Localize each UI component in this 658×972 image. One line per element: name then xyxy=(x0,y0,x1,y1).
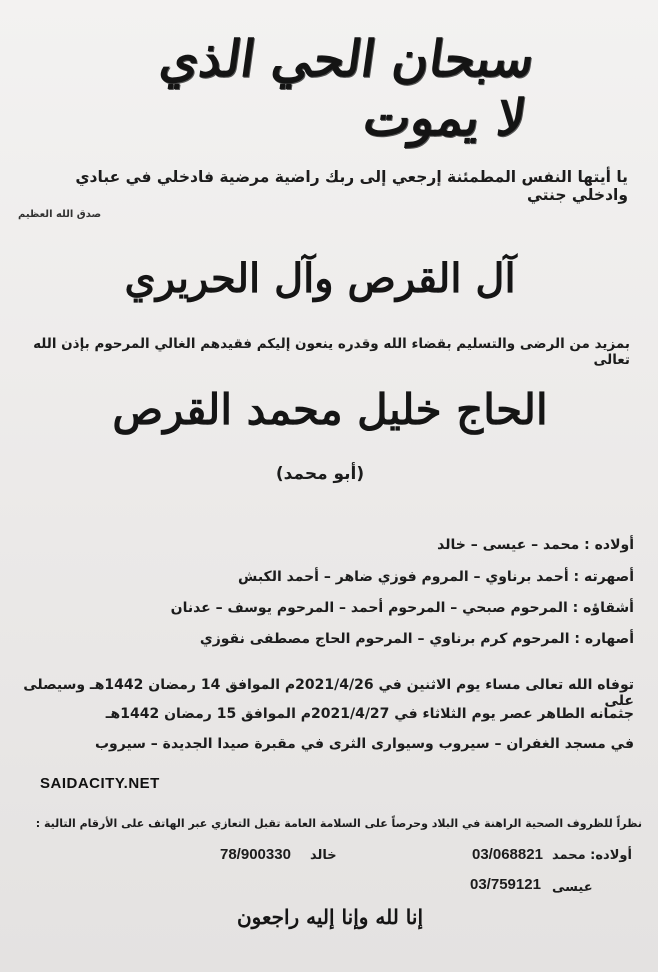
phone-number: 03/068821 xyxy=(472,846,543,863)
calligraphy-header: سبحان الحي الذي لا يموت xyxy=(156,28,539,147)
phone-number: 78/900330 xyxy=(220,846,291,863)
relatives-sons: أولاده : محمد – عيسى – خالد xyxy=(437,537,634,553)
phone-label: عيسى xyxy=(552,880,593,895)
obituary-line: جثمانه الطاهر عصر يوم الثلاثاء في 2021/4/27م الموافق 15 رمضان 1442هـ xyxy=(105,706,634,722)
families-heading: آل القرص وآل الحريري xyxy=(124,255,516,302)
verse-attribution: صدق الله العظيم xyxy=(18,209,102,220)
relatives-brothers: أشقاؤه : المرحوم صبحي – المرحوم أحمد – المرحوم يوسف – عدنان xyxy=(170,600,634,616)
phone-label: خالد xyxy=(310,848,337,863)
phone-label: أولاده: محمد xyxy=(552,848,632,863)
announcement-intro: بمزيد من الرضى والتسليم بقضاء الله وقدره ينعون إليكم فقيدهم الغالي المرحوم بإذن الله تعالى xyxy=(33,336,630,368)
deceased-kunya: (أبو محمد) xyxy=(275,464,365,484)
quran-verse: يا أيتها النفس المطمئنة إرجعي إلى ربك راضية مرضية فادخلي في عبادي وادخلي جنتي xyxy=(75,168,628,204)
relatives-sons-in-law: أصهرته : أحمد برناوي – المروم فوزي ضاهر – أحمد الكبش xyxy=(238,569,634,585)
closing-phrase: إنا لله وإنا إليه راجعون xyxy=(236,905,424,929)
relatives-in-laws: أصهاره : المرحوم كرم برناوي – المرحوم الحاج مصطفى نقوزي xyxy=(199,631,634,647)
deceased-name: الحاج خليل محمد القرص xyxy=(112,385,548,434)
obituary-line: في مسجد الغفران – سيروب وسيوارى الثرى في مقبرة صيدا الجديدة – سيروب xyxy=(94,736,634,752)
obituary-line: توفاه الله تعالى مساء يوم الاثنين في 2021/4/26م الموافق 14 رمضان 1442هـ وسيصلى على xyxy=(23,677,634,709)
condolence-notice: نظراً للظروف الصحية الراهنة في البلاد وحرصاً على السلامة العامة تقبل التعازي عبر الهاتف على الأرقام التالية : xyxy=(35,817,642,830)
phone-number: 03/759121 xyxy=(470,876,541,893)
website-watermark: SAIDACITY.NET xyxy=(40,775,160,792)
